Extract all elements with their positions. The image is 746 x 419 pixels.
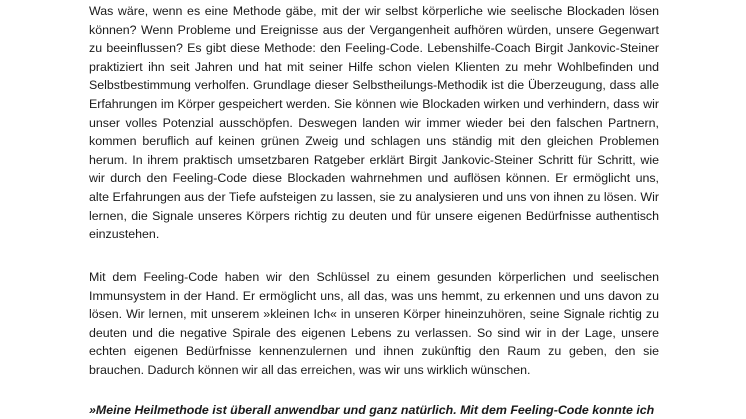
quote-paragraph: »Meine Heilmethode ist überall anwendbar und ganz natürlich. Mit dem Feeling-Code konnte ich: [89, 403, 655, 417]
paragraph-immune-system: Mit dem Feeling-Code haben wir den Schlüssel zu einem gesunden körperlichen und seelischen Immunsystem in der Hand. Er ermöglicht uns, all das, was uns hemmt, zu erkennen und uns davon zu lösen. Wir lernen, mit unserem »kleinen Ich« in unseren Körper hineinzuhören, seine Signale richtig zu deuten und die negative Spirale des eigenen Lebens zu verlassen. So sind wir in der Lage, unsere echten eigenen Bedürfnisse kennenzulernen und ihnen zukünftig den Raum zu geben, den sie brauchen. Dadurch können wir all das erreichen, was wir uns wirklich wünschen.: [89, 270, 659, 377]
paragraph-intro: Was wäre, wenn es eine Methode gäbe, mit der wir selbst körperliche wie seelische Blockaden lösen können? Wenn Probleme und Ereignisse aus der Vergangenheit aufhören würden, unsere Gegenwart zu beeinflussen? Es gibt diese Methode: den Feeling-Code. Lebenshilfe-Coach Birgit Jankovic-Steiner praktiziert ihn seit Jahren und hat mit seiner Hilfe schon vielen Klienten zu mehr Wohlbefinden und Selbstbestimmung verholfen. Grundlage dieser Selbstheilungs-Methodik ist die Überzeugung, dass alle Erfahrungen im Körper gespeichert werden. Sie können wie Blockaden wirken und verhindern, dass wir unser volles Potenzial ausschöpfen. Deswegen landen wir immer wieder bei den falschen Partnern, kommen beruflich auf keinen grünen Zweig und schlagen uns ständig mit den gleichen Problemen herum. In ihrem praktisch umsetzbaren Ratgeber erklärt Birgit Jankovic-Steiner Schritt für Schritt, wie wir durch den Feeling-Code diese Blockaden wahrnehmen und auflösen können. Er ermöglicht uns, alte Erfahrungen aus der Tiefe aufsteigen zu lassen, sie zu analysieren und uns von ihnen zu lösen. Wir lernen, die Signale unseres Körpers richtig zu deuten und für unsere eigenen Bedürfnisse authentisch einzustehen.: [89, 4, 659, 242]
